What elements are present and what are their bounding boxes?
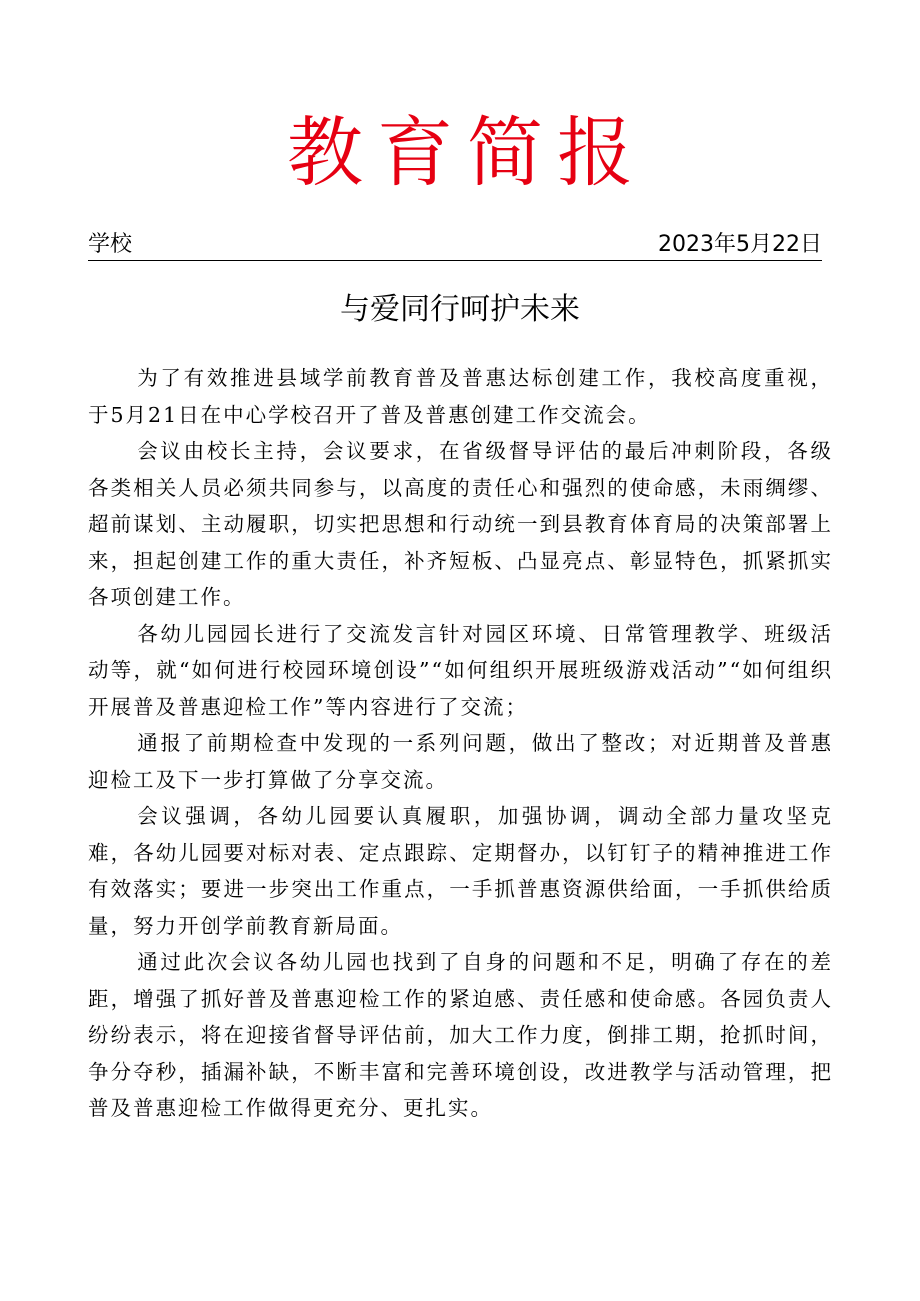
paragraph-3: 各幼儿园园长进行了交流发言针对园区环境、日常管理教学、班级活动等，就“如何进行校园环境创设”“如何组织开展班级游戏活动”“如何组织开展普及普惠迎检工作”等内容进行了交流； [88,621,833,719]
issue-date: 2023年5月22日 [658,232,822,257]
article-title: 与爱同行呵护未来 [340,292,580,327]
paragraph-2: 会议由校长主持，会议要求，在省级督导评估的最后冲刺阶段，各级各类相关人员必须共同参与，以高度的责任心和强烈的使命感，未雨绸缪、超前谋划、主动履职，切实把思想和行动统一到县教育体育局的决策部署上来，担起创建工作的重大责任，补齐短板、凸显亮点、彰显特色，抓紧抓实各项创建工作。 [88,439,833,609]
paragraph-1: 为了有效推进县域学前教育普及普惠达标创建工作，我校高度重视，于5月21日在中心学校召开了普及普惠创建工作交流会。 [88,366,833,427]
paragraph-4: 通报了前期检查中发现的一系列问题，做出了整改；对近期普及普惠迎检工及下一步打算做了分享交流。 [88,731,833,792]
school-label: 学校 [88,232,133,257]
article-body [88,360,833,1127]
info-bar [88,228,822,261]
paragraph-6: 通过此次会议各幼儿园也找到了自身的问题和不足，明确了存在的差距，增强了抓好普及普惠迎检工作的紧迫感、责任感和使命感。各园负责人纷纷表示，将在迎接省督导评估前，加大工作力度，倒排工期，抢抓时间，争分夺秒，插漏补缺，不断丰富和完善环境创设，改进教学与活动管理，把普及普惠迎检工作做得更充分、更扎实。 [88,950,833,1120]
masthead-title: 教育简报 [287,108,647,197]
paragraph-5: 会议强调，各幼儿园要认真履职，加强协调，调动全部力量攻坚克难，各幼儿园要对标对表、定点跟踪、定期督办，以钉钉子的精神推进工作有效落实；要进一步突出工作重点，一手抓普惠资源供给面，一手抓供给质量，努力开创学前教育新局面。 [88,804,833,938]
